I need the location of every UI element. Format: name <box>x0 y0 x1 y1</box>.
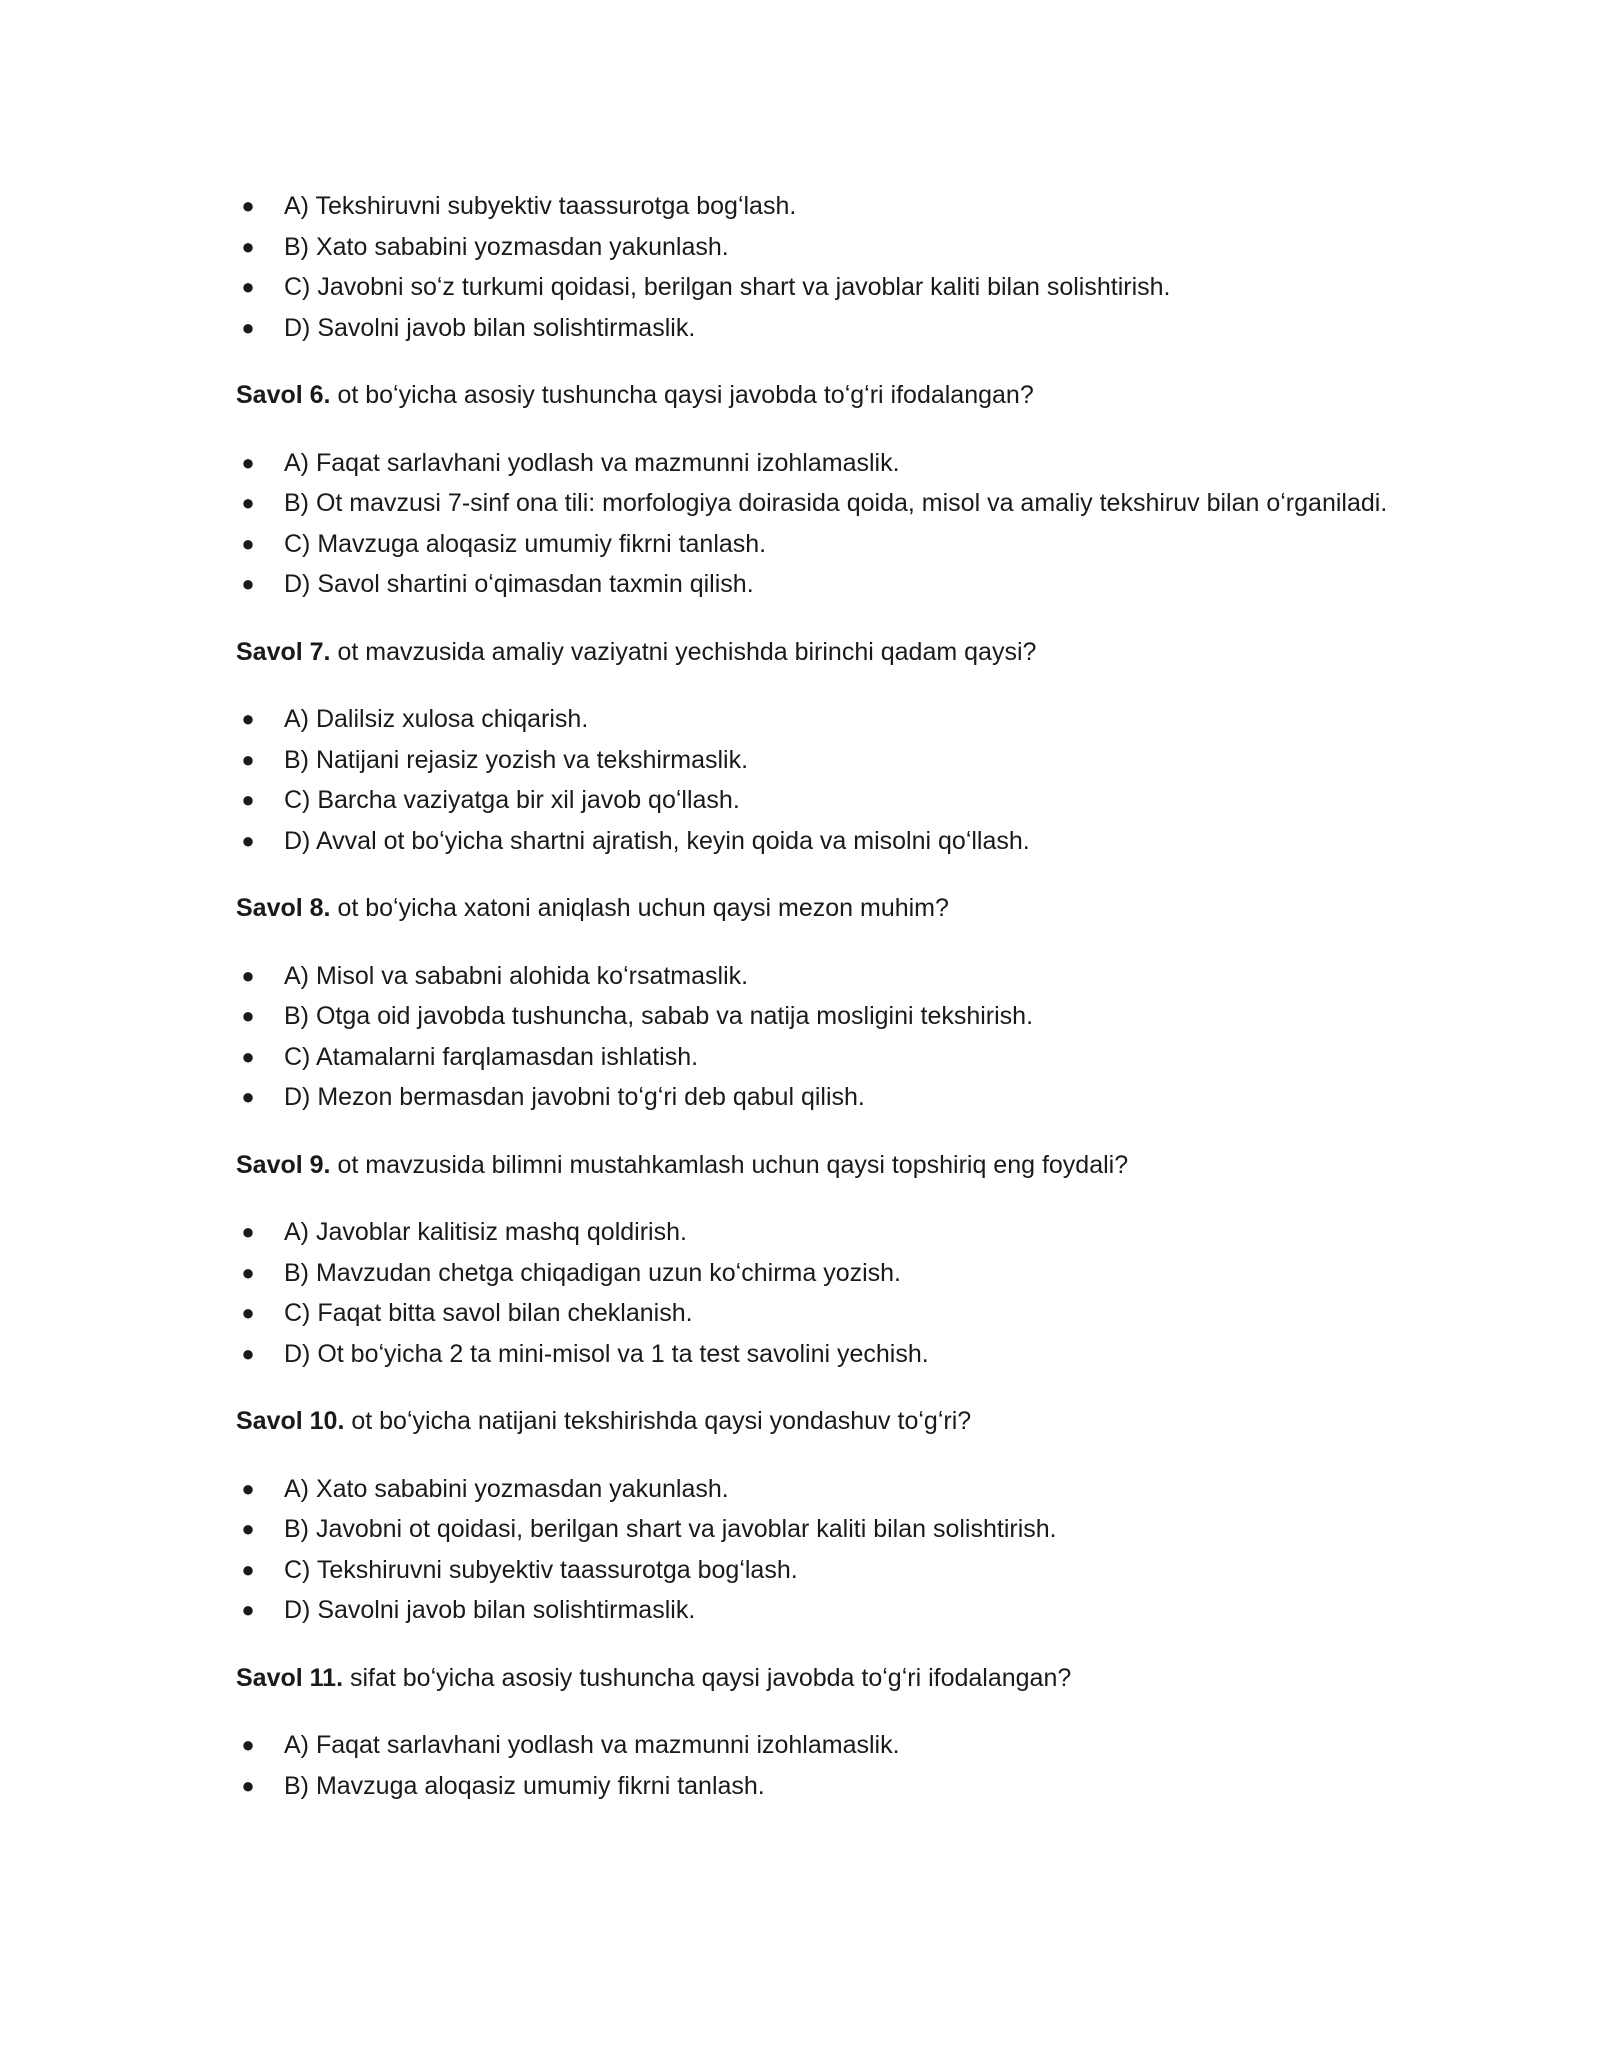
list-item <box>236 524 1396 565</box>
bullet-icon: ● <box>241 1475 255 1501</box>
list-item <box>236 1766 1396 1807</box>
bullet-icon: ● <box>241 1340 255 1366</box>
question-label: Savol 11. <box>236 1663 344 1692</box>
list-item <box>236 821 1396 862</box>
option-text: D) Savol shartini oʻqimasdan taxmin qilish. <box>284 570 754 598</box>
bullet-icon: ● <box>241 233 255 259</box>
bullet-icon: ● <box>241 1219 255 1244</box>
list-item <box>236 1590 1396 1631</box>
list-item <box>236 780 1396 821</box>
list-item <box>236 483 1396 524</box>
question-7 <box>236 632 1396 673</box>
option-text: B) Natijani rejasiz yozish va tekshirmaslik. <box>284 745 749 774</box>
list-item <box>236 1550 1396 1591</box>
bullet-icon: ● <box>241 706 255 731</box>
option-text: B) Ot mavzusi 7-sinf ona tili: morfologiya doirasida qoida, misol va amaliy tekshiruv bilan oʻrganiladi. <box>284 489 1388 517</box>
option-list <box>236 699 1396 861</box>
option-text: B) Xato sababini yozmasdan yakunlash. <box>284 232 729 261</box>
bullet-icon: ● <box>241 1516 255 1541</box>
document-content <box>236 186 1396 1806</box>
list-item <box>236 186 1396 227</box>
option-text: A) Tekshiruvni subyektiv taassurotga bogʻlash. <box>284 192 797 220</box>
bullet-icon: ● <box>241 571 255 596</box>
question-label: Savol 7. <box>236 637 331 666</box>
option-text: D) Mezon bermasdan javobni toʻgʻri deb qabul qilish. <box>284 1083 865 1111</box>
list-item <box>236 267 1396 308</box>
list-item <box>236 564 1396 605</box>
option-text: A) Dalilsiz xulosa chiqarish. <box>284 705 589 733</box>
question-11 <box>236 1658 1396 1699</box>
question-label: Savol 9. <box>236 1150 331 1179</box>
question-label: Savol 10. <box>236 1407 345 1435</box>
option-text: B) Mavzuga aloqasiz umumiy fikrni tanlash. <box>284 1771 765 1800</box>
option-text: D) Ot boʻyicha 2 ta mini-misol va 1 ta test savolini yechish. <box>284 1339 929 1368</box>
list-item <box>236 308 1396 349</box>
bullet-icon: ● <box>241 274 255 299</box>
option-text: B) Otga oid javobda tushuncha, sabab va natija mosligini tekshirish. <box>284 1002 1034 1030</box>
option-text: B) Javobni ot qoidasi, berilgan shart va javoblar kaliti bilan solishtirish. <box>284 1515 1057 1543</box>
question-label: Savol 8. <box>236 894 331 922</box>
option-text: C) Javobni soʻz turkumi qoidasi, berilgan shart va javoblar kaliti bilan solishtirish. <box>284 273 1171 301</box>
question-text: ot boʻyicha asosiy tushuncha qaysi javobda toʻgʻri ifodalangan? <box>330 381 1034 409</box>
bullet-icon: ● <box>241 827 255 853</box>
option-text: D) Savolni javob bilan solishtirmaslik. <box>284 313 696 342</box>
question-text: ot mavzusida bilimni mustahkamlash uchun qaysi topshiriq eng foydali? <box>330 1150 1129 1179</box>
question-6 <box>236 375 1396 416</box>
bullet-icon: ● <box>241 746 255 772</box>
option-list <box>236 1469 1396 1631</box>
bullet-icon: ● <box>241 490 255 515</box>
list-item <box>236 996 1396 1037</box>
list-item <box>236 740 1396 781</box>
option-list <box>236 186 1396 348</box>
option-text: C) Barcha vaziyatga bir xil javob qoʻllash. <box>284 786 740 814</box>
question-text: sifat boʻyicha asosiy tushuncha qaysi javobda toʻgʻri ifodalangan? <box>343 1663 1072 1692</box>
option-text: C) Faqat bitta savol bilan cheklanish. <box>284 1299 693 1327</box>
bullet-icon: ● <box>241 1084 255 1109</box>
option-list <box>236 1212 1396 1374</box>
list-item <box>236 1469 1396 1510</box>
bullet-icon: ● <box>241 1597 255 1622</box>
question-8 <box>236 888 1396 929</box>
option-text: D) Savolni javob bilan solishtirmaslik. <box>284 1596 696 1624</box>
option-text: C) Tekshiruvni subyektiv taassurotga bogʻlash. <box>284 1555 798 1584</box>
question-label: Savol 6. <box>236 381 331 409</box>
option-list <box>236 956 1396 1118</box>
question-text: ot boʻyicha xatoni aniqlash uchun qaysi mezon muhim? <box>330 894 949 922</box>
bullet-icon: ● <box>241 1043 255 1069</box>
list-item <box>236 956 1396 997</box>
option-text: A) Javoblar kalitisiz mashq qoldirish. <box>284 1218 687 1246</box>
option-text: A) Misol va sababni alohida koʻrsatmaslik. <box>284 961 749 990</box>
list-item <box>236 443 1396 484</box>
list-item <box>236 699 1396 740</box>
bullet-icon: ● <box>241 1772 255 1798</box>
question-10 <box>236 1401 1396 1442</box>
bullet-icon: ● <box>241 449 255 475</box>
bullet-icon: ● <box>241 1300 255 1325</box>
list-item <box>236 1509 1396 1550</box>
bullet-icon: ● <box>241 962 255 988</box>
question-9 <box>236 1145 1396 1186</box>
bullet-icon: ● <box>241 314 255 340</box>
option-text: A) Faqat sarlavhani yodlash va mazmunni izohlamaslik. <box>284 1731 900 1759</box>
list-item <box>236 1253 1396 1294</box>
question-text: ot mavzusida amaliy vaziyatni yechishda birinchi qadam qaysi? <box>330 637 1037 666</box>
option-list <box>236 1725 1396 1806</box>
list-item <box>236 1293 1396 1334</box>
list-item <box>236 1334 1396 1375</box>
list-item <box>236 1725 1396 1766</box>
option-list <box>236 443 1396 605</box>
option-text: A) Xato sababini yozmasdan yakunlash. <box>284 1474 729 1503</box>
bullet-icon: ● <box>241 193 255 218</box>
list-item <box>236 227 1396 268</box>
bullet-icon: ● <box>241 1556 255 1582</box>
bullet-icon: ● <box>241 530 255 556</box>
bullet-icon: ● <box>241 1732 255 1757</box>
option-text: C) Mavzuga aloqasiz umumiy fikrni tanlash. <box>284 529 767 558</box>
bullet-icon: ● <box>241 787 255 812</box>
list-item <box>236 1212 1396 1253</box>
list-item <box>236 1077 1396 1118</box>
bullet-icon: ● <box>241 1003 255 1028</box>
option-text: C) Atamalarni farqlamasdan ishlatish. <box>284 1042 699 1071</box>
question-text: ot boʻyicha natijani tekshirishda qaysi yondashuv toʻgʻri? <box>344 1407 972 1435</box>
bullet-icon: ● <box>241 1259 255 1285</box>
list-item <box>236 1037 1396 1078</box>
option-text: A) Faqat sarlavhani yodlash va mazmunni izohlamaslik. <box>284 448 900 477</box>
option-text: B) Mavzudan chetga chiqadigan uzun koʻchirma yozish. <box>284 1258 902 1287</box>
option-text: D) Avval ot boʻyicha shartni ajratish, keyin qoida va misolni qoʻllash. <box>284 826 1030 855</box>
